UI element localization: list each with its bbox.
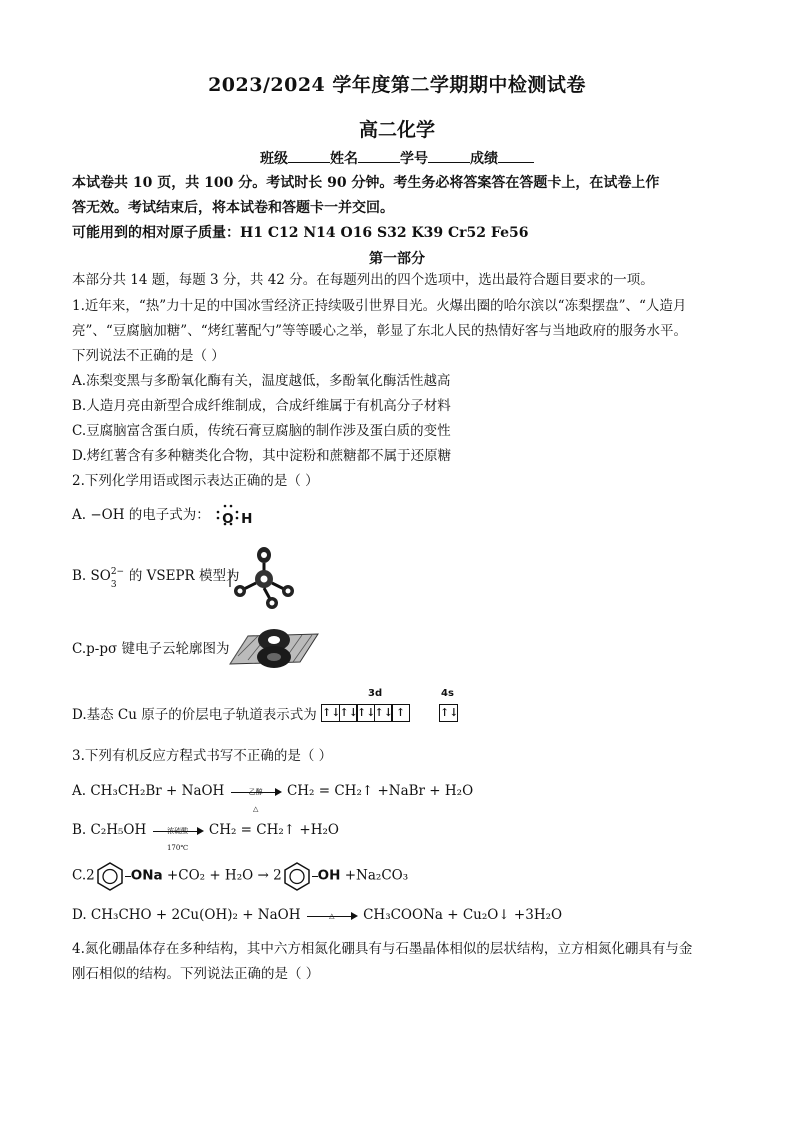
q3-c-group-oh: OH [317,867,341,884]
name-blank[interactable] [358,150,400,163]
q2-b-suffix: 的 VSEPR 模型为 [128,568,240,584]
orbital-4s-cell: ↑↓ [439,704,458,722]
q2-a-prefix: A. −OH 的电子式为： [72,507,210,523]
q3-option-d [72,903,732,927]
id-label: 学号 [400,151,428,167]
q3-a-left: A. CH₃CH₂Br + NaOH [72,783,225,799]
class-label: 班级 [260,151,288,167]
q3-c-group-ona: ONa [130,867,163,884]
benzene-ring-icon [282,861,312,891]
cu-orbital-diagram [321,688,471,730]
q3-d-right: CH₃COONa + Cu₂O↓ +3H₂O [363,907,563,923]
q3-b-condition-top: 浓硫酸 [167,826,189,835]
q4-stem-2: 刚石相似的结构。下列说法正确的是（ ） [72,966,320,982]
q3-b-right: CH₂ = CH₂↑ +H₂O [208,822,339,838]
q3-stem: 3.下列有机反应方程式书写不正确的是（ ） [72,748,333,764]
orbital-3d-cell: ↑↓ [339,704,358,722]
q2-option-a [72,503,732,527]
oh-o-symbol: O [222,510,234,527]
atomic-masses: 可能用到的相对原子质量：H1 C12 N14 O16 S32 K39 Cr52 Fe56 [72,225,529,241]
q3-option-c [72,861,732,891]
instructions-line-2: 答无效。考试结束后，将本试卷和答题卡一并交回。 [72,200,394,216]
name-label: 姓名 [330,151,358,167]
q1-option-c: C.豆腐脑富含蛋白质，传统石膏豆腐脑的制作涉及蛋白质的变性 [72,423,451,439]
q3-d-condition-top: △ [329,911,335,920]
instructions-line-1: 本试卷共 10 页，共 100 分。考试时长 90 分钟。考生务必将答案答在答题卡上，在试卷上作 [72,175,660,191]
q4-stem-1: 4.氮化硼晶体存在多种结构，其中六方相氮化硼具有与石墨晶体相似的层状结构，立方相氮化硼具有与金 [72,941,693,957]
q3-c-prefix: C.2 [72,867,95,884]
oh-h-symbol: H [241,510,253,527]
section-title: 第一部分 [369,251,425,267]
orbital-3d-cell: ↑↓ [356,704,375,722]
p-p-sigma-cloud-diagram [228,626,320,672]
q2-d-text: D.基态 Cu 原子的价层电子轨道表示式为 [72,707,317,723]
exam-title: 2023/2024 学年度第二学期期中检测试卷 [208,74,586,96]
q3-d-arrow [305,908,359,924]
orbital-3d-boxes [321,704,409,722]
q2-stem: 2.下列化学用语或图示表达正确的是（ ） [72,473,319,489]
q3-b-condition-bottom: 170℃ [166,843,189,852]
section-intro: 本部分共 14 题，每题 3 分，共 42 分。在每题列出的四个选项中，选出最符合题目要求的一项。 [72,272,654,288]
id-blank[interactable] [428,150,470,163]
q1-stem-3: 下列说法不正确的是（ ） [72,348,225,364]
orbital-3d-cell: ↑ [391,704,410,722]
q3-a-arrow [229,784,283,813]
label-4s: 4s [441,688,454,699]
student-info-line [0,148,794,168]
q3-a-right: CH₂ = CH₂↑ +NaBr + H₂O [286,783,474,799]
q1-stem-1: 1.近年来，“热”力十足的中国冰雪经济正持续吸引世界目光。火爆出圈的哈尔滨以“冻梨摆盘”、“人造月 [72,298,687,314]
q2-b-prefix: B. SO [72,568,111,584]
q2-b-subscript: 3 [110,580,117,590]
orbital-3d-cell: ↑↓ [321,704,340,722]
q3-c-suffix: +Na₂CO₃ [344,867,409,884]
q1-stem-2: 亮”、“豆腐脑加糖”、“烤红薯配勺”等等暖心之举，彰显了东北人民的热情好客与当地政府的服务水平。 [72,323,688,339]
score-blank[interactable] [498,150,534,163]
oh-electron-dot-formula [214,507,253,527]
q2-option-b [72,564,732,588]
q3-option-b [72,818,732,852]
q3-c-mid: +CO₂ + H₂O → 2 [166,867,282,884]
q1-option-b: B.人造月亮由新型合成纤维制成，合成纤维属于有机高分子材料 [72,398,451,414]
q2-option-c: C.p-pσ 键电子云轮廓图为 [72,641,230,657]
benzene-ring-icon [95,861,125,891]
vsepr-model-diagram [228,543,304,611]
q1-option-a: A.冻梨变黑与多酚氧化酶有关，温度越低，多酚氧化酶活性越高 [72,373,451,389]
q2-b-sub-sup [110,567,129,590]
q3-d-left: D. CH₃CHO + 2Cu(OH)₂ + NaOH [72,907,301,923]
q3-a-condition-top: 乙醇 [248,787,263,796]
q3-a-condition-bottom: △ [252,804,259,813]
class-blank[interactable] [288,150,330,163]
exam-subject: 高二化学 [358,119,435,141]
q2-b-charge: 2− [110,567,125,577]
q3-b-arrow [151,823,205,852]
q1-option-d: D.烤红薯含有多种糖类化合物，其中淀粉和蔗糖都不属于还原糖 [72,448,452,464]
q3-option-a [72,779,732,813]
orbital-3d-cell: ↑↓ [374,704,393,722]
orbital-4s-boxes [439,704,457,722]
q3-b-left: B. C₂H₅OH [72,822,147,838]
label-3d: 3d [368,688,383,699]
score-label: 成绩 [470,151,498,167]
